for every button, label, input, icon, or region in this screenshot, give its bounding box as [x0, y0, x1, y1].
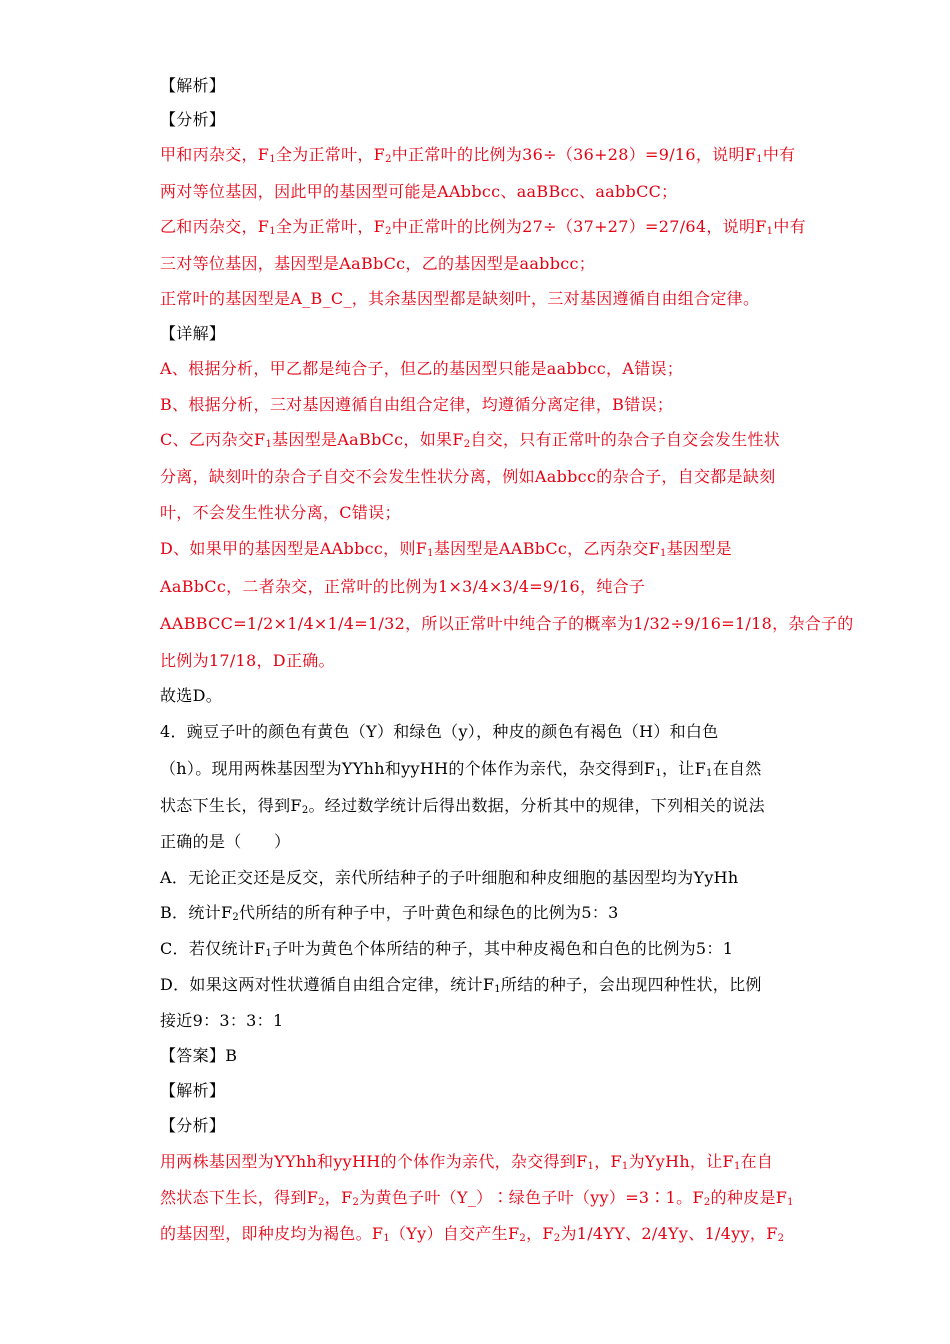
question-4-option-d-line-1: D．如果这两对性状遵循自由组合定律，统计$F_1$所结的种子，会出现四种性状，比例 — [160, 975, 762, 995]
question-4-stem-line-2: （h）。现用两株基因型为YYhh和yyHH的个体作为亲代，杂交得到$F_1$，让$F_1$在自然 — [160, 759, 762, 779]
question-4-option-b: B．统计$F_2$代所结的所有种子中，子叶黄色和绿色的比例为5：3 — [160, 903, 619, 923]
detail-option-c-line-2: 分离，缺刻叶的杂合子自交不会发生性状分离，例如Aabbcc的杂合子，自交都是缺刻 — [160, 467, 776, 486]
analysis-2-line-3: 的基因型，即种皮均为褐色。$F_1(Yy)$自交产生$F_2$，$F_2$为1/4YY、2/4Yy、1/4yy，$F_2$ — [160, 1224, 785, 1244]
section-tag-xiangjie: 【详解】 — [160, 324, 226, 343]
question-4-stem-line-3: 状态下生长，得到$F_2$。经过数学统计后得出数据，分析其中的规律，下列相关的说法 — [160, 796, 765, 816]
detail-option-d-line-1: D、如果甲的基因型是AAbbcc，则$F_1$基因型是AABbCc，乙丙杂交$F_1$基因型是 — [160, 539, 732, 559]
section-tag-jiexi: 【解析】 — [160, 76, 226, 95]
analysis-line-1: 甲和丙杂交，$F_1$全为正常叶，$F_2$中正常叶的比例为36÷（36+28）=9/16，说明$F_1$中有 — [160, 145, 796, 165]
question-4-stem-line-4: 正确的是（ ） — [160, 832, 291, 851]
detail-option-a: A、根据分析，甲乙都是纯合子，但乙的基因型只能是aabbcc，A错误； — [160, 359, 684, 378]
question-4-option-d-line-2: 接近9：3：3：1 — [160, 1011, 284, 1030]
answer-label: 【答案】B — [160, 1046, 238, 1065]
analysis-line-5: 正常叶的基因型是A_B_C_，其余基因型都是缺刻叶，三对基因遵循自由组合定律。 — [160, 289, 760, 308]
detail-option-c-line-3: 叶，不会发生性状分离，C错误； — [160, 503, 401, 522]
detail-option-c-line-1: C、乙丙杂交$F_1$基因型是AaBbCc，如果$F_2$自交，只有正常叶的杂合子自交会发生性状 — [160, 430, 781, 450]
question-4-stem-line-1: 4．豌豆子叶的颜色有黄色（Y）和绿色（y），种皮的颜色有褐色（H）和白色 — [160, 722, 719, 741]
detail-option-b: B、根据分析，三对基因遵循自由组合定律，均遵循分离定律，B错误； — [160, 395, 674, 414]
analysis-line-4: 三对等位基因，基因型是AaBbCc，乙的基因型是aabbcc； — [160, 254, 596, 273]
analysis-2-line-1: 用两株基因型为YYhh和yyHH的个体作为亲代，杂交得到$F_1$，$F_1$为YyHh，让$F_1$在自 — [160, 1152, 774, 1172]
analysis-line-2: 两对等位基因，因此甲的基因型可能是AAbbcc、aaBBcc、aabbCC； — [160, 182, 678, 201]
analysis-line-3: 乙和丙杂交，$F_1$全为正常叶，$F_2$中正常叶的比例为27÷（37+27）=27/64，说明$F_1$中有 — [160, 217, 806, 237]
final-choice: 故选D。 — [160, 686, 223, 705]
section-tag-jiexi-2: 【解析】 — [160, 1081, 226, 1100]
detail-option-d-line-2: AaBbCc，二者杂交，正常叶的比例为1×3/4×3/4=9/16，纯合子 — [160, 577, 646, 596]
detail-option-d-line-3: AABBCC=1/2×1/4×1/4=1/32，所以正常叶中纯合子的概率为1/32÷9/16=1/18，杂合子的 — [160, 614, 854, 633]
analysis-2-line-2: 然状态下生长，得到$F_2$，$F_2$为黄色子叶（Y_）∶绿色子叶（yy）=3∶1。$F_2$的种皮是$F_1$ — [160, 1188, 794, 1208]
question-4-option-a: A．无论正交还是反交，亲代所结种子的子叶细胞和种皮细胞的基因型均为YyHh — [160, 868, 739, 887]
question-4-option-c: C．若仅统计$F_1$子叶为黄色个体所结的种子，其中种皮褐色和白色的比例为5：1 — [160, 939, 734, 959]
detail-option-d-line-4: 比例为17/18，D正确。 — [160, 651, 335, 670]
section-tag-fenxi-2: 【分析】 — [160, 1116, 226, 1135]
section-tag-fenxi: 【分析】 — [160, 110, 226, 129]
